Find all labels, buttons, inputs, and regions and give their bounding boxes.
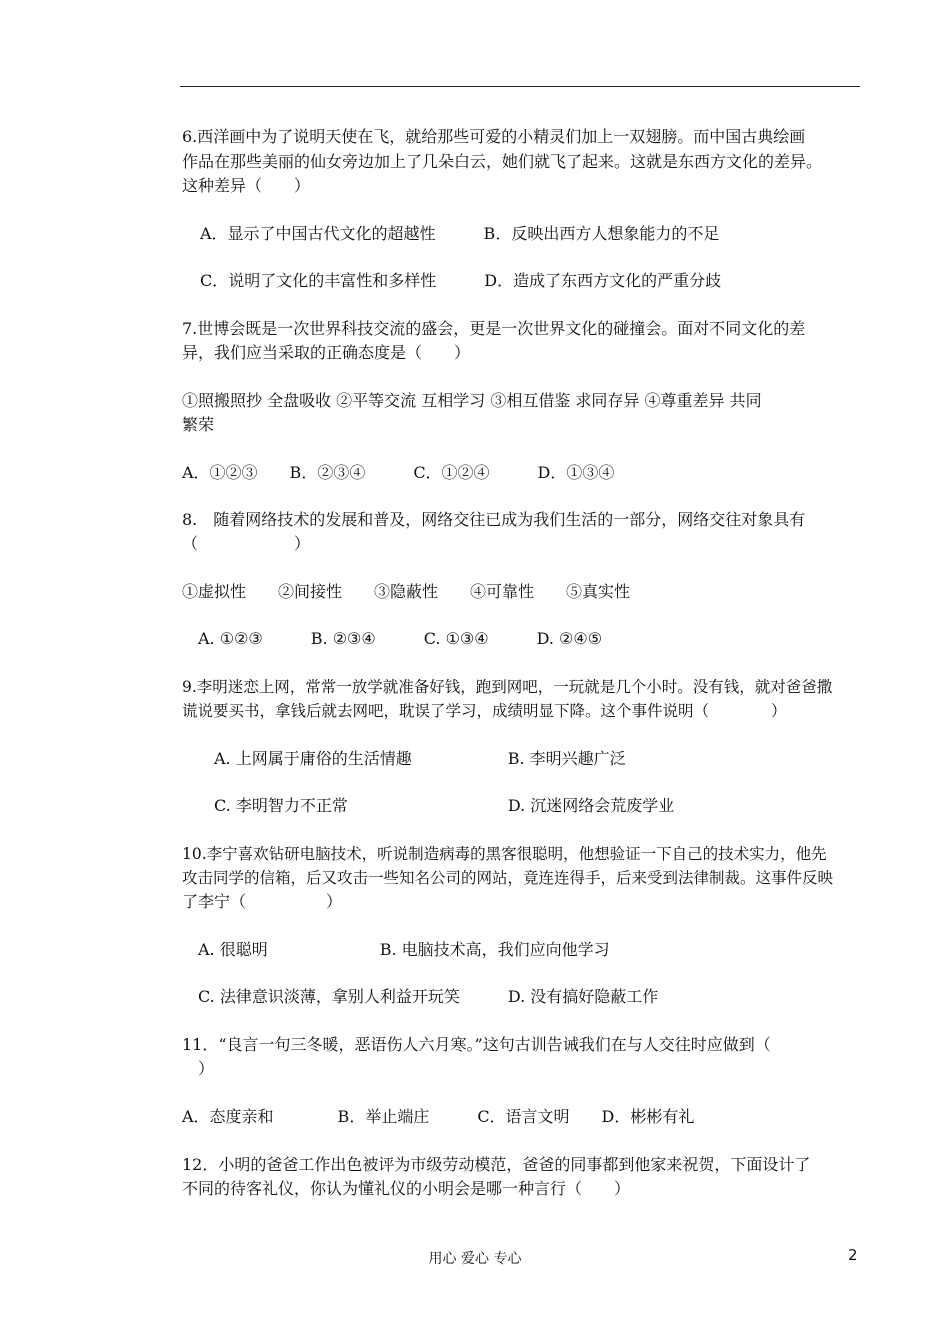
q6-options-line-2: C．说明了文化的丰富性和多样性 D．造成了东西方文化的严重分歧 <box>200 271 722 290</box>
q9-options-line-1: A. 上网属于庸俗的生活情趣 B. 李明兴趣广泛 <box>214 749 626 768</box>
q11-stem-line-2: ） <box>198 1059 215 1078</box>
q10-options-line-1: A. 很聪明 B. 电脑技术高，我们应向他学习 <box>198 940 610 959</box>
q6-stem-line-1: 6.西洋画中为了说明天使在飞，就给那些可爱的小精灵们加上一双翅膀。而中国古典绘画 <box>182 127 806 146</box>
q7-items-line-2: 繁荣 <box>182 415 215 434</box>
q6-stem-line-2: 作品在那些美丽的仙女旁边加上了几朵白云，她们就飞了起来。这就是东西方文化的差异。 <box>182 152 823 171</box>
page-footer: 用心 爱心 专心 <box>428 1251 522 1267</box>
q7-options-line-1: A．①②③ B．②③④ C．①②④ D．①③④ <box>182 463 615 482</box>
q7-stem-line-2: 异，我们应当采取的正确态度是（ ） <box>182 343 471 362</box>
q11-options-line-1: A．态度亲和 B．举止端庄 C．语言文明 D．彬彬有礼 <box>182 1107 695 1126</box>
q11-stem-line-1: 11．“良言一句三冬暖，恶语伤人六月寒。”这句古训告诫我们在与人交往时应做到（ <box>182 1035 771 1054</box>
q12-stem-line-2: 不同的待客礼仪，你认为懂礼仪的小明会是哪一种言行（ ） <box>182 1179 631 1198</box>
q8-options-line-1: A. ①②③ B. ②③④ C. ①③④ D. ②④⑤ <box>198 629 603 648</box>
page-number: 2 <box>848 1246 858 1264</box>
q8-items-line-1: ①虚拟性 ②间接性 ③隐蔽性 ④可靠性 ⑤真实性 <box>182 582 631 601</box>
q6-options-line-1: A．显示了中国古代文化的超越性 B．反映出西方人想象能力的不足 <box>200 224 720 243</box>
q12-stem-line-1: 12．小明的爸爸工作出色被评为市级劳动模范，爸爸的同事都到他家来祝贺，下面设计了 <box>182 1155 811 1174</box>
q7-items-line-1: ①照搬照抄 全盘吸收 ②平等交流 互相学习 ③相互借鉴 求同存异 ④尊重差异 共同 <box>182 391 762 410</box>
q8-stem-line-1: 8. 随着网络技术的发展和普及，网络交往已成为我们生活的一部分，网络交往对象具有 <box>182 510 806 529</box>
q9-stem-line-2: 谎说要买书，拿钱后就去网吧，耽误了学习，成绩明显下降。这个事件说明（ ） <box>182 702 787 720</box>
q9-stem-line-1: 9.李明迷恋上网，常常一放学就准备好钱，跑到网吧，一玩就是几个小时。没有钱，就对爸爸撒 <box>182 678 833 696</box>
q10-options-line-2: C. 法律意识淡薄，拿别人利益开玩笑 D. 没有搞好隐蔽工作 <box>198 987 659 1006</box>
q9-options-line-2: C. 李明智力不正常 D. 沉迷网络会荒废学业 <box>214 796 675 815</box>
q6-stem-line-3: 这种差异（ ） <box>182 176 311 195</box>
q8-stem-line-2: （ ） <box>182 534 311 553</box>
q10-stem-line-2: 攻击同学的信箱，后又攻击一些知名公司的网站，竟连连得手，后来受到法律制裁。这事件反映 <box>182 869 834 887</box>
q10-stem-line-3: 了李宁（ ） <box>182 892 343 911</box>
header-rule <box>180 86 860 87</box>
q7-stem-line-1: 7.世博会既是一次世界科技交流的盛会，更是一次世界文化的碰撞会。面对不同文化的差 <box>182 319 806 338</box>
q10-stem-line-1: 10.李宁喜欢钻研电脑技术，听说制造病毒的黑客很聪明，他想验证一下自己的技术实力，他先 <box>182 845 827 863</box>
